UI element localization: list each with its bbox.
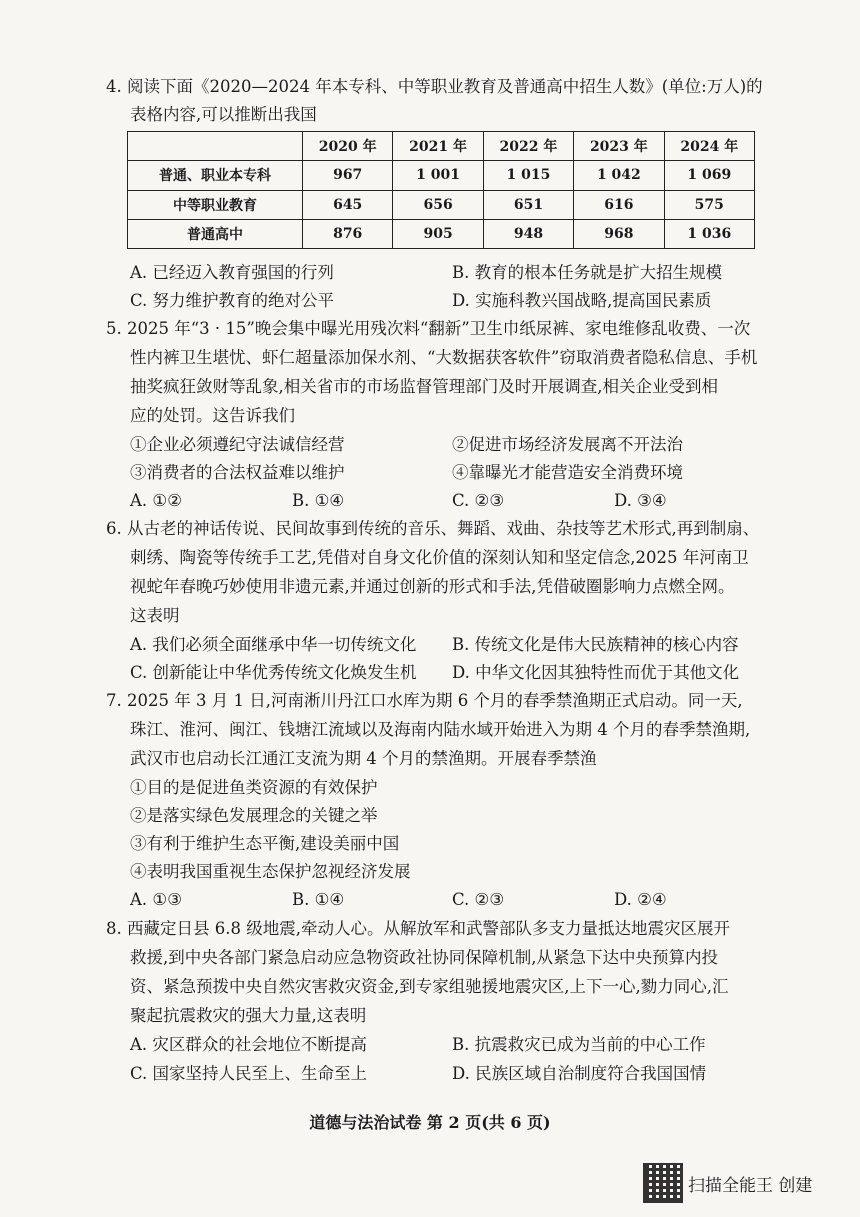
qr-code-icon xyxy=(643,1163,683,1203)
table-row xyxy=(128,190,755,219)
table-cell: 1 042 xyxy=(574,161,664,190)
table-header-cell: 2024 年 xyxy=(664,132,754,161)
table-cell: 948 xyxy=(483,219,573,248)
q4-option-b: B. 教育的根本任务就是扩大招生规模 xyxy=(452,263,723,282)
q5-stem-line3: 抽奖疯狂敛财等乱象,相关省市的市场监督管理部门及时开展调查,相关企业受到相 xyxy=(130,377,718,396)
table-header-row xyxy=(128,132,755,161)
table-header-cell: 2021 年 xyxy=(393,132,483,161)
q7-option-c: C. ②③ xyxy=(452,890,505,909)
q6-stem-line3: 视蛇年春晚巧妙使用非遗元素,并通过创新的形式和手法,凭借破圈影响力点燃全网。 xyxy=(130,577,735,596)
table-cell: 普通高中 xyxy=(128,219,303,248)
q7-statement-2: ②是落实绿色发展理念的关键之举 xyxy=(130,806,378,825)
page-footer: 道德与法治试卷 第 2 页(共 6 页) xyxy=(309,1113,551,1132)
table-header-cell: 2020 年 xyxy=(303,132,393,161)
q4-stem-line1: 4. 阅读下面《2020—2024 年本专科、中等职业教育及普通高中招生人数》(单位:万人)的 xyxy=(106,77,763,96)
q7-stem-line1: 7. 2025 年 3 月 1 日,河南淅川丹江口水库为期 6 个月的春季禁渔期正式启动。同一天, xyxy=(106,691,743,710)
q5-stem-line4: 应的处罚。这告诉我们 xyxy=(130,406,295,425)
table-cell: 1 015 xyxy=(483,161,573,190)
q8-option-b: B. 抗震救灾已成为当前的中心工作 xyxy=(452,1035,706,1054)
q7-statement-3: ③有利于维护生态平衡,建设美丽中国 xyxy=(130,834,400,853)
table-cell: 967 xyxy=(303,161,393,190)
q6-stem-line2: 刺绣、陶瓷等传统手工艺,凭借对自身文化价值的深刻认知和坚定信念,2025 年河南卫 xyxy=(130,548,749,567)
enrollment-table xyxy=(127,131,755,249)
table-cell: 656 xyxy=(393,190,483,219)
q5-stem-line1: 5. 2025 年“3 · 15”晚会集中曝光用残次料“翻新”卫生巾纸尿裤、家电维修乱收费、一次 xyxy=(106,319,751,338)
q8-stem-line4: 聚起抗震救灾的强大力量,这表明 xyxy=(130,1006,367,1025)
q7-stem-line3: 武汉市也启动长江通江支流为期 4 个月的禁渔期。开展春季禁渔 xyxy=(130,749,597,768)
table-cell: 651 xyxy=(483,190,573,219)
q7-statement-1: ①目的是促进鱼类资源的有效保护 xyxy=(130,778,378,797)
q5-option-c: C. ②③ xyxy=(452,491,505,510)
table-cell: 876 xyxy=(303,219,393,248)
q7-statement-4: ④表明我国重视生态保护忽视经济发展 xyxy=(130,862,411,881)
q6-stem-line4: 这表明 xyxy=(130,606,180,625)
q6-stem-line1: 6. 从古老的神话传说、民间故事到传统的音乐、舞蹈、戏曲、杂技等艺术形式,再到制扇、 xyxy=(106,519,760,538)
q5-statement-4: ④靠曝光才能营造安全消费环境 xyxy=(452,463,683,482)
q8-stem-line1: 8. 西藏定日县 6.8 级地震,牵动人心。从解放军和武警部队多支力量抵达地震灾区展开 xyxy=(106,919,730,938)
q6-option-d: D. 中华文化因其独特性而优于其他文化 xyxy=(452,663,740,682)
table-header-cell: 2023 年 xyxy=(574,132,664,161)
table-row xyxy=(128,219,755,248)
q4-stem-line2: 表格内容,可以推断出我国 xyxy=(130,105,317,124)
q5-option-d: D. ③④ xyxy=(614,491,667,510)
q8-option-d: D. 民族区域自治制度符合我国国情 xyxy=(452,1064,707,1083)
table-cell: 中等职业教育 xyxy=(128,190,303,219)
table-row xyxy=(128,161,755,190)
q4-option-a: A. 已经迈入教育强国的行列 xyxy=(130,263,334,282)
q8-option-c: C. 国家坚持人民至上、生命至上 xyxy=(130,1064,368,1083)
q6-option-a: A. 我们必须全面继承中华一切传统文化 xyxy=(130,635,417,654)
table-cell: 968 xyxy=(574,219,664,248)
q8-stem-line2: 救援,到中央各部门紧急启动应急物资政社协同保障机制,从紧急下达中央预算内投 xyxy=(130,948,718,967)
q5-option-a: A. ①② xyxy=(130,491,182,510)
table-header-cell xyxy=(128,132,303,161)
table-cell: 1 036 xyxy=(664,219,754,248)
q5-statement-2: ②促进市场经济发展离不开法治 xyxy=(452,435,683,454)
table-cell: 645 xyxy=(303,190,393,219)
table-header-cell: 2022 年 xyxy=(483,132,573,161)
table-cell: 905 xyxy=(393,219,483,248)
q5-statement-1: ①企业必须遵纪守法诚信经营 xyxy=(130,435,345,454)
table-cell: 616 xyxy=(574,190,664,219)
scanner-watermark: 扫描全能王 创建 xyxy=(688,1176,813,1196)
q5-stem-line2: 性内裤卫生堪忧、虾仁超量添加保水剂、“大数据获客软件”窃取消费者隐私信息、手机 xyxy=(130,348,758,367)
q5-statement-3: ③消费者的合法权益难以维护 xyxy=(130,463,345,482)
q8-stem-line3: 资、紧急预拨中央自然灾害救灾资金,到专家组驰援地震灾区,上下一心,勠力同心,汇 xyxy=(130,977,729,996)
q7-option-d: D. ②④ xyxy=(614,890,667,909)
table-cell: 575 xyxy=(664,190,754,219)
q4-option-d: D. 实施科教兴国战略,提高国民素质 xyxy=(452,291,712,310)
q7-stem-line2: 珠江、淮河、闽江、钱塘江流域以及海南内陆水域开始进入为期 4 个月的春季禁渔期, xyxy=(130,720,751,739)
q6-option-c: C. 创新能让中华优秀传统文化焕发生机 xyxy=(130,663,417,682)
q7-option-a: A. ①③ xyxy=(130,890,182,909)
q5-option-b: B. ①④ xyxy=(292,491,345,510)
q8-option-a: A. 灾区群众的社会地位不断提高 xyxy=(130,1035,367,1054)
q7-option-b: B. ①④ xyxy=(292,890,345,909)
table-cell: 1 069 xyxy=(664,161,754,190)
table-cell: 1 001 xyxy=(393,161,483,190)
q4-option-c: C. 努力维护教育的绝对公平 xyxy=(130,291,335,310)
table-cell: 普通、职业本专科 xyxy=(128,161,303,190)
q6-option-b: B. 传统文化是伟大民族精神的核心内容 xyxy=(452,635,739,654)
